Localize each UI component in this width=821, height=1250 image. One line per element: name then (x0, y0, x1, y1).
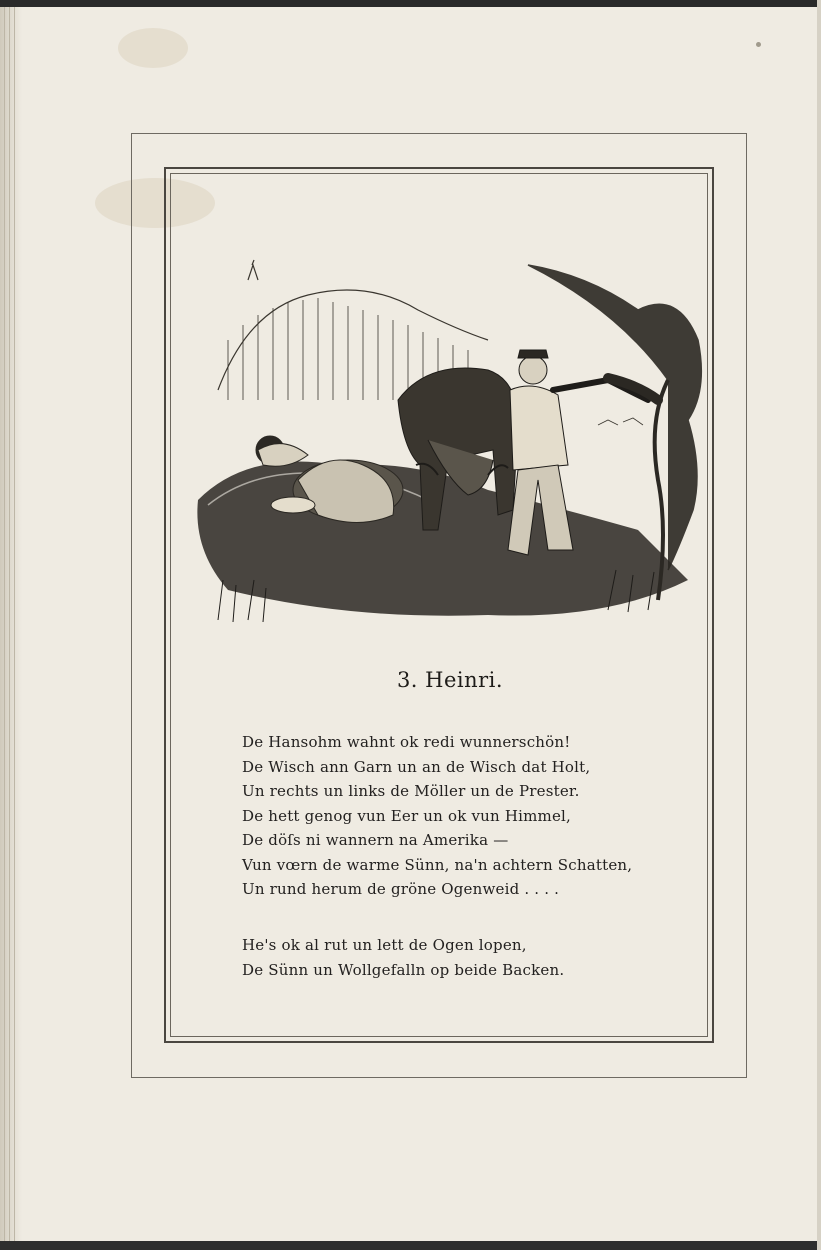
page-edge-line (4, 7, 5, 1241)
poem-line: Vun vœrn de warme Sünn, na'n achtern Schatten, (242, 855, 633, 874)
scan-top-edge (0, 0, 821, 7)
poem-line: He's ok al rut un lett de Ogen lopen, (242, 936, 527, 954)
poem-stanza-1 (242, 730, 682, 902)
poem-title: 3. Heinri. (396, 668, 504, 692)
poem-line: De Sünn un Wollgefalln op beide Backen. (242, 960, 565, 979)
scan-bottom-edge (0, 1241, 821, 1250)
poem-line: De Wisch ann Garn un an de Wisch dat Holt, (242, 757, 591, 776)
paper-speck (756, 42, 761, 47)
poem-line: De döſs ni wannern na Amerika — (242, 831, 509, 849)
scan-right-edge (817, 0, 821, 1250)
poem-line: Un rund herum de gröne Ogenweid . . . . (242, 880, 560, 898)
poem-line: Un rechts un links de Möller un de Prester. (242, 782, 580, 800)
poem-stanza-2 (242, 933, 682, 982)
illustration (188, 250, 708, 630)
poem-line: De Hansohm wahnt ok redi wunnerschön! (242, 733, 571, 751)
paper-stain (118, 28, 188, 68)
page-edge-line (9, 7, 10, 1241)
distant-figures (598, 418, 643, 425)
page-edge-line (14, 7, 15, 1241)
poem-line: De hett genog vun Eer un ok vun Himmel, (242, 806, 572, 825)
